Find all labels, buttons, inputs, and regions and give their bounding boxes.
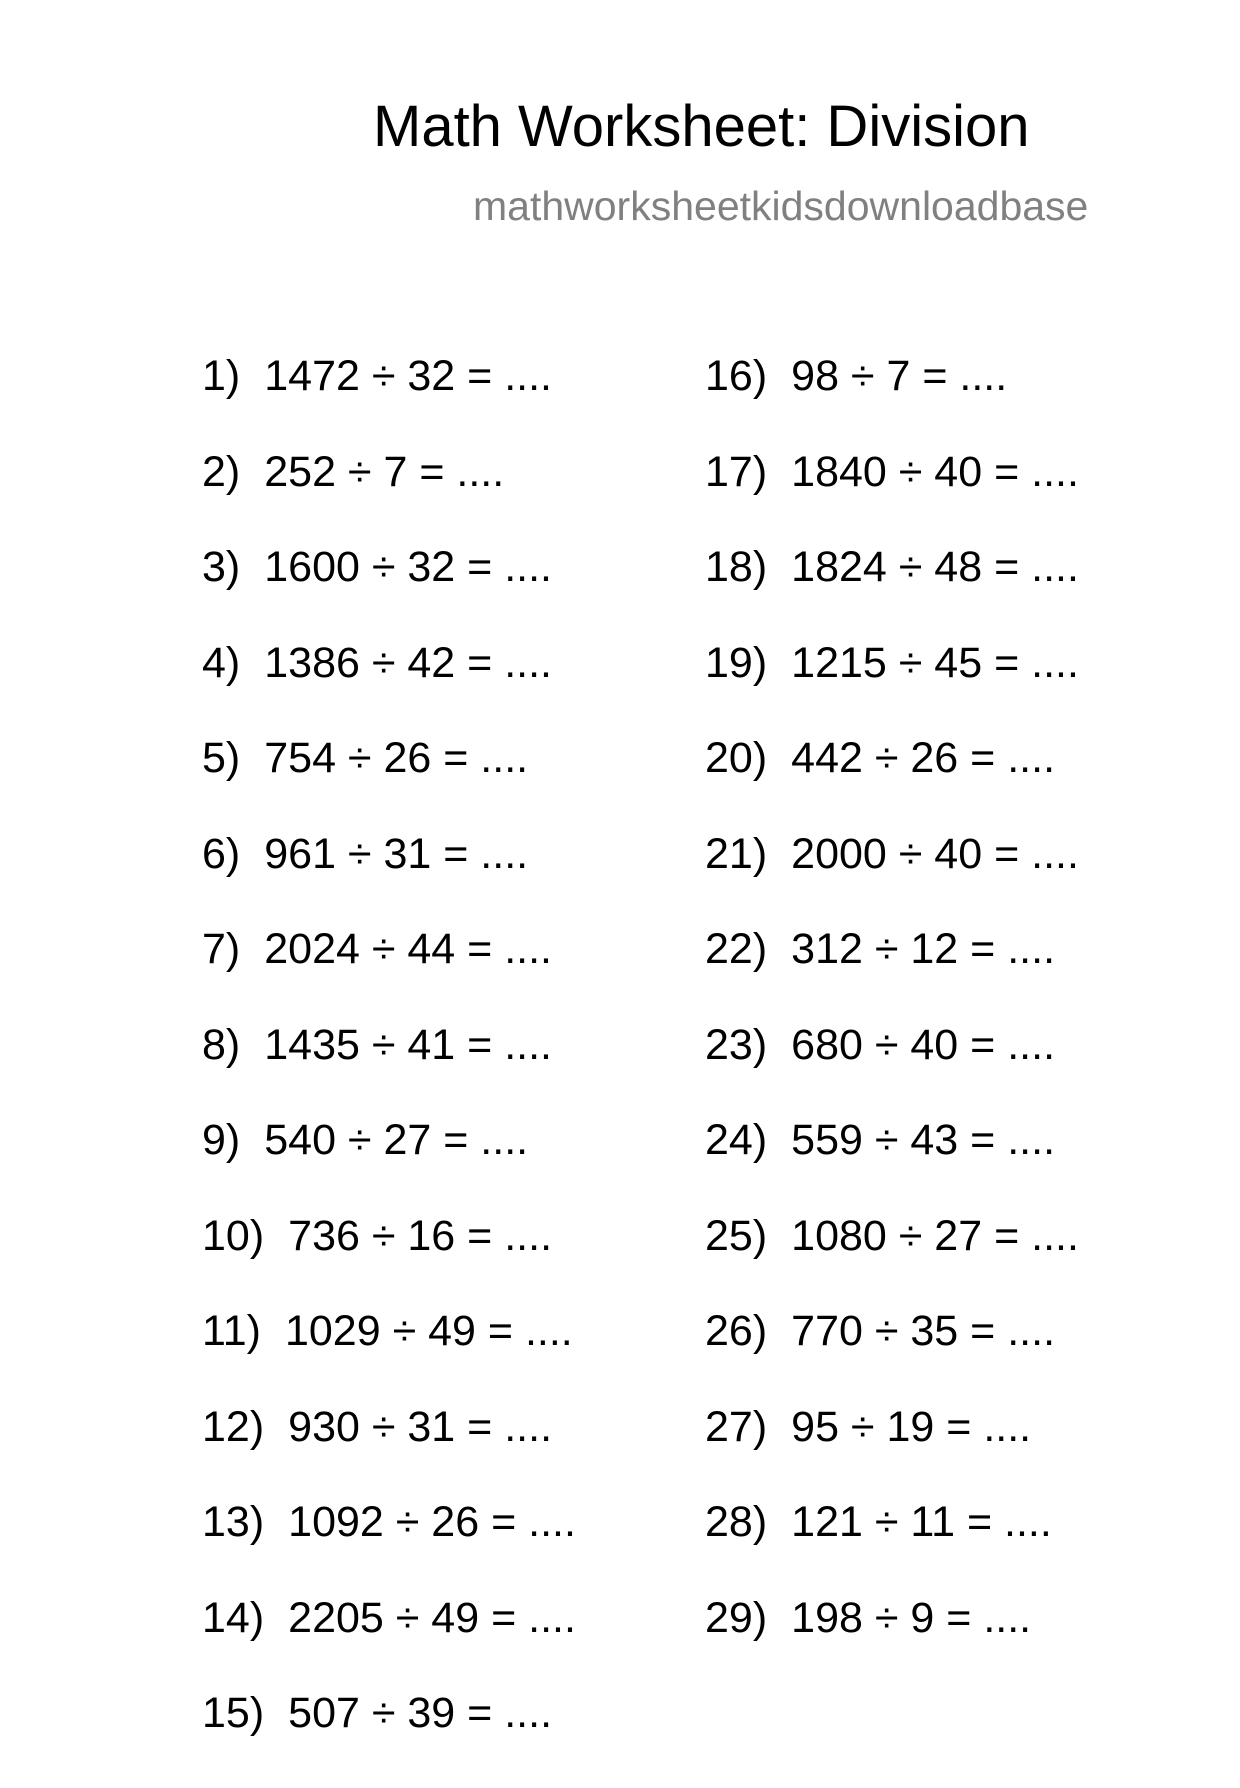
problem-expression: 95 ÷ 19 = .... <box>791 1402 1032 1451</box>
problem-number: 10) <box>202 1211 265 1260</box>
problem-number: 29) <box>705 1593 768 1642</box>
problem-17 <box>705 447 1079 547</box>
problem-expression: 2000 ÷ 40 = .... <box>791 829 1079 878</box>
problem-26 <box>705 1307 1079 1406</box>
problem-23 <box>705 1020 1079 1120</box>
problem-22 <box>705 925 1079 1024</box>
problem-number: 18) <box>705 543 768 591</box>
problem-number: 9) <box>202 1116 241 1164</box>
problem-expression: 98 ÷ 7 = .... <box>791 352 1008 400</box>
problem-10 <box>202 1211 576 1311</box>
problem-expression: 1386 ÷ 42 = .... <box>264 638 553 687</box>
problem-25 <box>705 1211 1079 1311</box>
problem-expression: 736 ÷ 16 = .... <box>288 1211 553 1260</box>
problem-expression: 1435 ÷ 41 = .... <box>264 1020 553 1069</box>
problem-13 <box>202 1498 576 1597</box>
problem-expression: 507 ÷ 39 = .... <box>288 1689 553 1737</box>
problem-15 <box>202 1689 576 1788</box>
page-subtitle: mathworksheetkidsdownloadbase <box>473 183 1089 229</box>
problem-expression: 442 ÷ 26 = .... <box>791 734 1056 782</box>
problem-8 <box>202 1020 576 1120</box>
problem-number: 15) <box>202 1689 265 1737</box>
problem-number: 1) <box>202 352 241 400</box>
problem-expression: 252 ÷ 7 = .... <box>264 447 505 496</box>
problem-11 <box>202 1307 576 1406</box>
problem-number: 12) <box>202 1402 265 1451</box>
problem-expression: 1472 ÷ 32 = .... <box>264 352 553 400</box>
problem-number: 17) <box>705 447 768 496</box>
problem-number: 11) <box>202 1307 261 1355</box>
problem-number: 27) <box>705 1402 768 1451</box>
problem-expression: 930 ÷ 31 = .... <box>288 1402 553 1451</box>
problem-24 <box>705 1116 1079 1215</box>
problem-list-left <box>202 352 576 1788</box>
problem-number: 8) <box>202 1020 241 1069</box>
problem-number: 5) <box>202 734 241 782</box>
problem-19 <box>705 638 1079 738</box>
problem-20 <box>705 734 1079 833</box>
problem-28 <box>705 1498 1079 1597</box>
problem-number: 22) <box>705 925 768 973</box>
problem-number: 23) <box>705 1020 768 1069</box>
problem-number: 21) <box>705 829 768 878</box>
problem-expression: 754 ÷ 26 = .... <box>264 734 529 782</box>
problem-expression: 1029 ÷ 49 = .... <box>284 1307 573 1355</box>
problem-expression: 2205 ÷ 49 = .... <box>288 1593 576 1642</box>
problem-expression: 1215 ÷ 45 = .... <box>791 638 1079 687</box>
problem-expression: 540 ÷ 27 = .... <box>264 1116 529 1164</box>
problem-7 <box>202 925 576 1024</box>
problem-16 <box>705 352 1079 451</box>
problem-number: 14) <box>202 1593 265 1642</box>
problem-number: 25) <box>705 1211 768 1260</box>
problem-number: 20) <box>705 734 768 782</box>
problem-3 <box>202 543 576 642</box>
problem-18 <box>705 543 1079 642</box>
problem-expression: 559 ÷ 43 = .... <box>791 1116 1056 1164</box>
problem-expression: 1840 ÷ 40 = .... <box>791 447 1079 496</box>
problem-29 <box>705 1593 1079 1693</box>
problem-expression: 770 ÷ 35 = .... <box>791 1307 1056 1355</box>
problem-number: 6) <box>202 829 241 878</box>
problem-number: 2) <box>202 447 241 496</box>
problem-number: 7) <box>202 925 241 973</box>
problem-9 <box>202 1116 576 1215</box>
problem-expression: 680 ÷ 40 = .... <box>791 1020 1056 1069</box>
problem-expression: 2024 ÷ 44 = .... <box>264 925 553 973</box>
problem-expression: 312 ÷ 12 = .... <box>791 925 1056 973</box>
problem-list-right <box>705 352 1079 1692</box>
problem-number: 4) <box>202 638 241 687</box>
problem-number: 19) <box>705 638 768 687</box>
problem-6 <box>202 829 576 929</box>
problem-12 <box>202 1402 576 1502</box>
problem-5 <box>202 734 576 833</box>
problem-number: 13) <box>202 1498 265 1546</box>
problem-expression: 1092 ÷ 26 = .... <box>288 1498 576 1546</box>
problem-expression: 961 ÷ 31 = .... <box>264 829 529 878</box>
problem-expression: 1080 ÷ 27 = .... <box>791 1211 1079 1260</box>
problem-number: 28) <box>705 1498 768 1546</box>
problem-expression: 121 ÷ 11 = .... <box>791 1498 1052 1546</box>
problem-number: 24) <box>705 1116 768 1164</box>
problem-2 <box>202 447 576 547</box>
problem-expression: 198 ÷ 9 = .... <box>791 1593 1032 1642</box>
problem-21 <box>705 829 1079 929</box>
problem-expression: 1600 ÷ 32 = .... <box>264 543 553 591</box>
problem-number: 16) <box>705 352 768 400</box>
problem-14 <box>202 1593 576 1693</box>
problem-expression: 1824 ÷ 48 = .... <box>791 543 1079 591</box>
page-title: Math Worksheet: Division <box>373 94 1030 159</box>
problem-number: 26) <box>705 1307 768 1355</box>
problem-27 <box>705 1402 1079 1502</box>
problem-1 <box>202 352 576 451</box>
problem-4 <box>202 638 576 738</box>
problem-number: 3) <box>202 543 241 591</box>
